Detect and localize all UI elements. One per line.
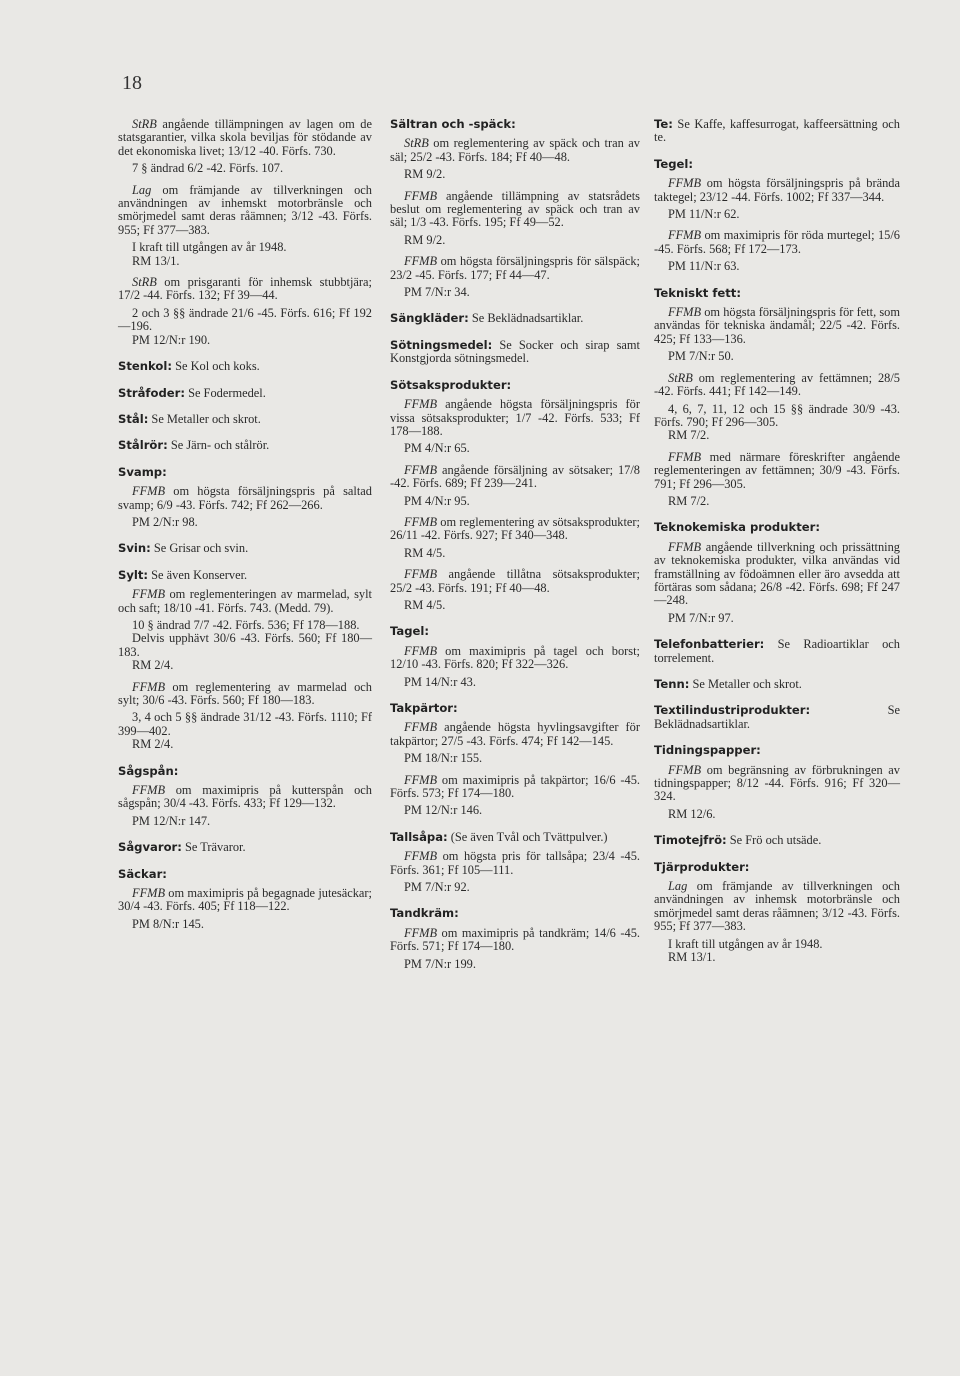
regulation-note: PM 4/N:r 95. [404,493,470,508]
regulation-text: med närmare föreskrifter angående reglementeringen av fettämnen; 30/9 -43. Förfs. 791; Ff 296—305. [654,449,900,491]
entry-heading: Te: [654,117,673,131]
regulation-abbr: Lag [668,879,688,894]
entry-heading: Tenn: [654,677,690,691]
index-entry [118,413,372,426]
entry-heading: Tallsåpa: [390,829,448,844]
entry-heading-line [654,638,900,665]
regulation-paragraph [118,784,372,811]
regulation-text: om högsta försäljningspris på saltad svamp; 6/9 -43. Förfs. 742; Ff 262—266. [118,484,372,512]
entry-heading: Sötningsmedel: [390,337,493,352]
regulation-text: om högsta försäljningspris för sälspäck; 23/2 -45. Förfs. 177; Ff 44—47. [390,254,640,282]
entry-reference: Se Fodermedel. [184,385,266,400]
regulation-note: 7 § ändrad 6/2 -42. Förfs. 107. [132,161,284,176]
regulation-paragraph [390,255,640,282]
entry-heading-line [654,704,900,731]
regulation-note: RM 4/5. [404,545,446,560]
index-entry [654,861,900,965]
index-entry [390,312,640,325]
regulation-paragraph [654,372,900,399]
regulation-abbr: StRB [132,117,157,131]
regulation-paragraph [118,184,372,238]
regulation-abbr: FFMB [132,587,166,602]
index-entry [654,158,900,274]
regulation-note: RM 2/4. [132,658,174,673]
regulation-abbr: StRB [668,370,693,385]
entry-heading: Teknokemiska produkter: [654,520,820,535]
regulation-text: om reglementering av sötsaksprodukter; 26/11 -42. Förfs. 927; Ff 340—348. [390,514,640,543]
entry-heading-line [118,569,372,582]
regulation-note: RM 9/2. [404,167,446,182]
regulation-note: PM 14/N:r 43. [404,674,476,689]
regulation-abbr: FFMB [404,772,438,787]
regulation-abbr: FFMB [132,886,166,901]
regulation-note: RM 9/2. [404,232,446,247]
index-entry [118,841,372,854]
regulation-note: RM 2/4. [132,737,174,752]
index-column-3 [654,118,900,978]
entry-heading: Sågvaror: [118,840,182,855]
regulation-abbr: FFMB [132,783,166,798]
entry-heading-line [654,678,900,691]
regulation-note: PM 12/N:r 147. [132,813,211,828]
entry-heading: Tandkräm: [390,906,459,921]
index-entry [654,744,900,821]
entry-heading: Sågspån: [118,763,179,778]
entry-heading: Tjärprodukter: [654,859,750,874]
regulation-paragraph [654,541,900,608]
regulation-text: angående försäljning av sötsaker; 17/8 -42. Förfs. 689; Ff 239—241. [390,462,640,491]
entry-heading: Stål: [118,411,149,426]
index-entry [118,868,372,932]
entry-heading: Textilindustriprodukter: [654,703,811,718]
index-entry [118,542,372,555]
regulation-text: om maximipris på tagel och borst; 12/10 -43. Förfs. 820; Ff 322—326. [390,643,640,672]
regulation-note: Delvis upphävt 30/6 -43. Förfs. 560; Ff 180—183. [118,631,372,659]
entry-reference: Se Järn- och stålrör. [167,438,270,453]
regulation-note: 3, 4 och 5 §§ ändrade 31/12 -43. Förfs. 1110; Ff 399—402. [118,710,372,738]
regulation-note: PM 7/N:r 50. [668,349,734,364]
regulation-paragraph [654,764,900,804]
regulation-abbr: FFMB [132,679,166,694]
regulation-abbr: FFMB [404,720,438,735]
index-entry [118,387,372,400]
regulation-abbr: FFMB [668,762,702,777]
regulation-paragraph [390,850,640,877]
regulation-text: om främjande av tillverkningen och användningen av inhemsk motorbränsle och smörjmedel samt deras råämnen; 3/12 -43. Förfs. 955; Ff 377—383. [654,879,900,934]
regulation-abbr: FFMB [404,188,438,203]
regulation-abbr: FFMB [404,567,438,582]
index-entry [118,118,372,347]
entry-reference: Se Metaller och skrot. [689,677,802,691]
regulation-text: om begränsning av förbrukningen av tidningspapper; 8/12 -44. Förfs. 916; Ff 320—324. [654,762,900,804]
regulation-text: om främjande av tillverkningen och användningen av inhemskt motorbränsle och smörjmedel samt deras råämnen; 3/12 -43. Förfs. 955; Ff 377—383. [118,182,372,237]
regulation-text: om reglementering av fettämnen; 28/5 -42. Förfs. 441; Ff 142—149. [654,370,900,399]
regulation-note: PM 8/N:r 145. [132,916,204,931]
regulation-note: PM 7/N:r 34. [404,285,470,300]
page-number: 18 [122,72,142,94]
entry-heading: Tagel: [390,624,430,639]
entry-reference: Se Frö och utsäde. [726,833,822,848]
entry-reference: Se även Konserver. [148,567,248,582]
regulation-abbr: FFMB [404,462,438,477]
entry-reference: Se Trävaror. [181,840,246,855]
regulation-abbr: FFMB [132,484,166,499]
regulation-note: PM 2/N:r 98. [132,514,198,529]
regulation-paragraph [118,118,372,158]
regulation-paragraph [654,177,900,204]
regulation-note: RM 12/6. [668,806,716,821]
entry-heading: Timotejfrö: [654,833,727,848]
regulation-abbr: FFMB [668,228,702,243]
index-entry [118,569,372,752]
entry-reference: Se Kaffe, kaffesurrogat, kaffeersättning och te. [654,117,900,145]
regulation-paragraph [118,681,372,708]
entry-heading: Sötsaksprodukter: [390,377,512,392]
regulation-note: I kraft till utgången av år 1948. [132,240,287,255]
entry-heading-line [654,118,900,145]
index-entry [654,834,900,847]
regulation-paragraph [654,306,900,346]
regulation-paragraph [390,398,640,438]
regulation-text: angående högsta försäljningspris för vissa sötsaksprodukter; 1/7 -42. Förfs. 533; Ff 178—188. [390,397,640,438]
entry-reference: Se Metaller och skrot. [148,411,261,426]
entry-heading: Telefonbatterier: [654,637,765,652]
entry-heading-line [118,360,372,373]
regulation-abbr: Lag [132,182,152,197]
regulation-abbr: FFMB [668,305,702,320]
regulation-note: PM 12/N:r 146. [404,803,483,818]
regulation-text: om högsta pris för tallsåpa; 23/4 -45. Förfs. 361; Ff 105—111. [390,849,640,877]
regulation-paragraph [390,190,640,230]
entry-heading: Svamp: [118,464,167,479]
index-entry [390,907,640,971]
regulation-note: 2 och 3 §§ ändrade 21/6 -45. Förfs. 616; Ff 192—196. [118,305,372,334]
regulation-note: PM 11/N:r 62. [668,207,740,222]
regulation-text: om högsta försäljningspris på brända taktegel; 23/12 -44. Förfs. 1002; Ff 337—344. [654,176,900,204]
entry-heading: Sängkläder: [390,311,469,326]
index-entry [390,625,640,689]
entry-heading-line [118,841,372,854]
regulation-note: PM 7/N:r 199. [404,956,476,971]
entry-heading-line [654,834,900,847]
regulation-text: om maximipris på tandkräm; 14/6 -45. Förfs. 571; Ff 174—180. [390,925,640,954]
index-entry [118,360,372,373]
index-entry [390,831,640,895]
index-entry [118,765,372,829]
regulation-text: om reglementeringen av marmelad, sylt och saft; 18/10 -41. Förfs. 743. (Medd. 79). [118,587,372,615]
index-entry [654,287,900,509]
regulation-note: PM 11/N:r 63. [668,259,740,274]
regulation-paragraph [390,721,640,748]
regulation-text: angående tillämpningen av lagen om de statsgarantier, vilka skola beviljas för stödande av det ekonomiska livet; 13/12 -40. Förfs. 730. [118,117,372,158]
regulation-text: om reglementering av späck och tran av säl; 25/2 -43. Förfs. 184; Ff 40—48. [390,136,640,164]
index-column-2 [390,118,640,984]
entry-reference: Se Grisar och svin. [150,541,249,556]
regulation-text: om maximipris på kutterspån och sågspån; 30/4 -43. Förfs. 433; Ff 129—132. [118,783,372,811]
index-entry [118,439,372,452]
index-entry [654,638,900,665]
index-entry [654,704,900,731]
entry-heading: Säckar: [118,866,167,881]
index-entry [390,379,640,613]
entry-reference: Se Radioartiklar och torrelement. [654,637,900,665]
regulation-note: PM 7/N:r 92. [404,880,470,895]
regulation-note: RM 4/5. [404,597,446,612]
regulation-note: RM 13/1. [132,253,180,268]
entry-heading: Tekniskt fett: [654,285,741,300]
regulation-paragraph [118,588,372,615]
index-entry [654,521,900,625]
regulation-abbr: FFMB [404,397,438,412]
entry-reference: (Se även Tvål och Tvättpulver.) [447,829,608,844]
regulation-abbr: FFMB [404,925,438,940]
regulation-paragraph [390,645,640,672]
regulation-paragraph [118,276,372,303]
entry-heading: Sältran och -späck: [390,117,516,131]
regulation-note: RM 7/2. [668,493,710,508]
entry-heading-line [390,831,640,844]
regulation-paragraph [390,774,640,801]
regulation-note: I kraft till utgången av år 1948. [668,936,823,951]
regulation-text: om maximipris för röda murtegel; 15/6 -45. Förfs. 568; Ff 172—173. [654,228,900,256]
regulation-text: om reglementering av marmelad och sylt; 30/6 -43. Förfs. 560; Ff 180—183. [118,679,372,707]
index-entry [118,466,372,530]
entry-heading: Stråfoder: [118,385,185,400]
regulation-abbr: FFMB [404,514,438,529]
regulation-text: om högsta försäljningspris för fett, som användas för tekniska ändamål; 22/5 -42. Förfs. 425; Ff 133—136. [654,305,900,346]
entry-heading-line [390,339,640,366]
regulation-abbr: FFMB [668,176,702,191]
entry-heading-line [118,439,372,452]
regulation-paragraph [118,485,372,512]
regulation-abbr: StRB [132,275,157,290]
index-entry [390,339,640,366]
regulation-note: PM 12/N:r 190. [132,332,211,347]
regulation-paragraph [390,516,640,543]
regulation-paragraph [390,568,640,595]
regulation-abbr: FFMB [668,449,702,464]
regulation-abbr: FFMB [668,539,702,554]
index-entry [654,118,900,145]
regulation-abbr: FFMB [404,643,438,658]
regulation-note: PM 4/N:r 65. [404,441,470,456]
regulation-note: PM 7/N:r 97. [668,610,734,625]
regulation-paragraph [654,229,900,256]
regulation-note: PM 18/N:r 155. [404,751,483,766]
entry-heading: Stålrör: [118,438,168,453]
regulation-paragraph [390,464,640,491]
regulation-note: 4, 6, 7, 11, 12 och 15 §§ ändrade 30/9 -43. Förfs. 790; Ff 296—305. [654,401,900,429]
entry-heading-line [118,413,372,426]
regulation-note: 10 § ändrad 7/7 -42. Förfs. 536; Ff 178—188. [132,617,360,632]
index-entry [390,118,640,299]
entry-reference: Se Kol och koks. [171,359,260,374]
entry-heading: Stenkol: [118,359,172,374]
entry-heading: Tidningspapper: [654,743,761,758]
regulation-paragraph [654,451,900,491]
entry-heading: Sylt: [118,567,149,582]
entry-heading: Takpärtor: [390,701,458,715]
regulation-text: angående tillåtna sötsaksprodukter; 25/2 -43. Förfs. 191; Ff 40—48. [390,567,640,595]
index-entry [390,702,640,818]
index-column-1 [118,118,372,944]
regulation-paragraph [654,880,900,934]
regulation-paragraph [118,887,372,914]
regulation-abbr: FFMB [404,254,438,269]
index-entry [654,678,900,691]
regulation-text: angående tillverkning och prissättning av teknokemiska produkter, vilka användas vid framställning av födoämnen eller äro avsedda att förtäras som sådana; 26/8 -42. Förfs. 698; Ff 247—248. [654,539,900,608]
regulation-note: RM 7/2. [668,428,710,443]
regulation-text: angående högsta hyvlingsavgifter för takpärtor; 27/5 -43. Förfs. 474; Ff 142—145. [390,720,640,748]
regulation-abbr: StRB [404,136,429,151]
entry-heading: Tegel: [654,156,694,171]
entry-heading-line [118,387,372,400]
entry-heading-line [118,542,372,555]
regulation-text: angående tillämpning av statsrådets beslut om reglementering av späck och tran av säl; 1/3 -43. Förfs. 195; Ff 49—52. [390,188,640,230]
entry-reference: Se Beklädnadsartiklar. [654,703,900,731]
regulation-text: om maximipris på takpärtor; 16/6 -45. Förfs. 573; Ff 174—180. [390,772,640,801]
entry-reference: Se Socker och sirap samt Konstgjorda sötningsmedel. [390,337,640,366]
entry-heading-line [390,312,640,325]
regulation-abbr: FFMB [404,849,438,864]
entry-reference: Se Beklädnadsartiklar. [468,311,584,326]
regulation-note: RM 13/1. [668,950,716,965]
regulation-paragraph [390,137,640,164]
regulation-text: om prisgaranti för inhemsk stubbtjära; 17/2 -44. Förfs. 132; Ff 39—44. [118,275,372,303]
regulation-paragraph [390,927,640,954]
entry-heading: Svin: [118,541,151,556]
regulation-text: om maximipris på begagnade jutesäckar; 30/4 -43. Förfs. 405; Ff 118—122. [118,886,372,914]
